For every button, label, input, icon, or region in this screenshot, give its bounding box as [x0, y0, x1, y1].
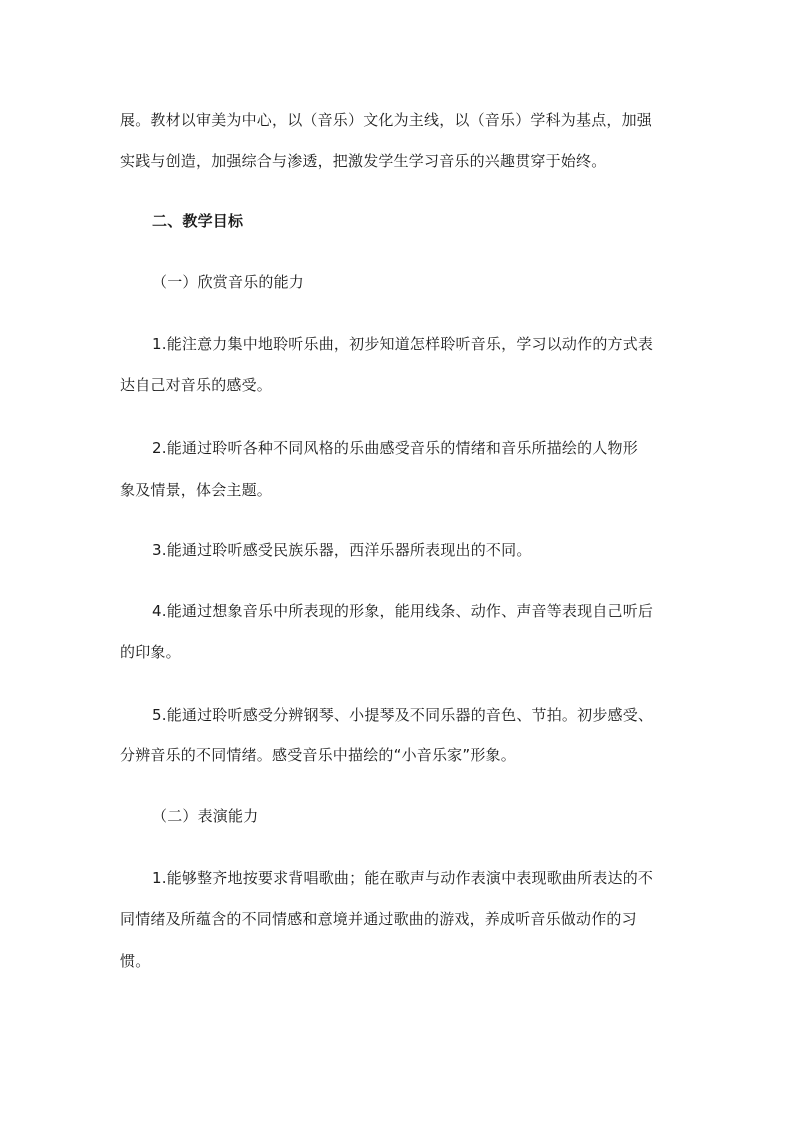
- list-item-line: 1.能注意力集中地聆听乐曲，初步知道怎样聆听音乐，学习以动作的方式表: [152, 335, 654, 353]
- intro-line-2: 实践与创造，加强综合与渗透，把激发学生学习音乐的兴趣贯穿于始终。: [120, 152, 607, 170]
- list-item-line: 2.能通过聆听各种不同风格的乐曲感受音乐的情绪和音乐所描绘的人物形: [152, 439, 638, 457]
- section-heading: 二、教学目标: [152, 212, 244, 230]
- list-item-line: 同情绪及所蕴含的不同情感和意境并通过歌曲的游戏，养成听音乐做动作的习: [120, 910, 637, 928]
- list-item-line: 惯。: [120, 952, 151, 970]
- list-item-line: 5.能通过聆听感受分辨钢琴、小提琴及不同乐器的音色、节拍。初步感受、: [152, 706, 654, 724]
- list-item-line: 象及情景，体会主题。: [120, 481, 273, 499]
- subsection-title: （一）欣赏音乐的能力: [152, 273, 305, 291]
- list-item-line: 1.能够整齐地按要求背唱歌曲；能在歌声与动作表演中表现歌曲所表达的不: [152, 869, 654, 887]
- list-item-line: 达自己对音乐的感受。: [120, 376, 273, 394]
- list-item-line: 分辨音乐的不同情绪。感受音乐中描绘的“小音乐家”形象。: [120, 746, 516, 764]
- list-item-line: 的印象。: [120, 643, 181, 661]
- list-item-line: 3.能通过聆听感受民族乐器，西洋乐器所表现出的不同。: [152, 541, 532, 559]
- intro-line-1: 展。教材以审美为中心，以（音乐）文化为主线，以（音乐）学科为基点，加强: [120, 111, 653, 129]
- list-item-line: 4.能通过想象音乐中所表现的形象，能用线条、动作、声音等表现自己听后: [152, 602, 654, 620]
- subsection-title: （二）表演能力: [152, 807, 259, 825]
